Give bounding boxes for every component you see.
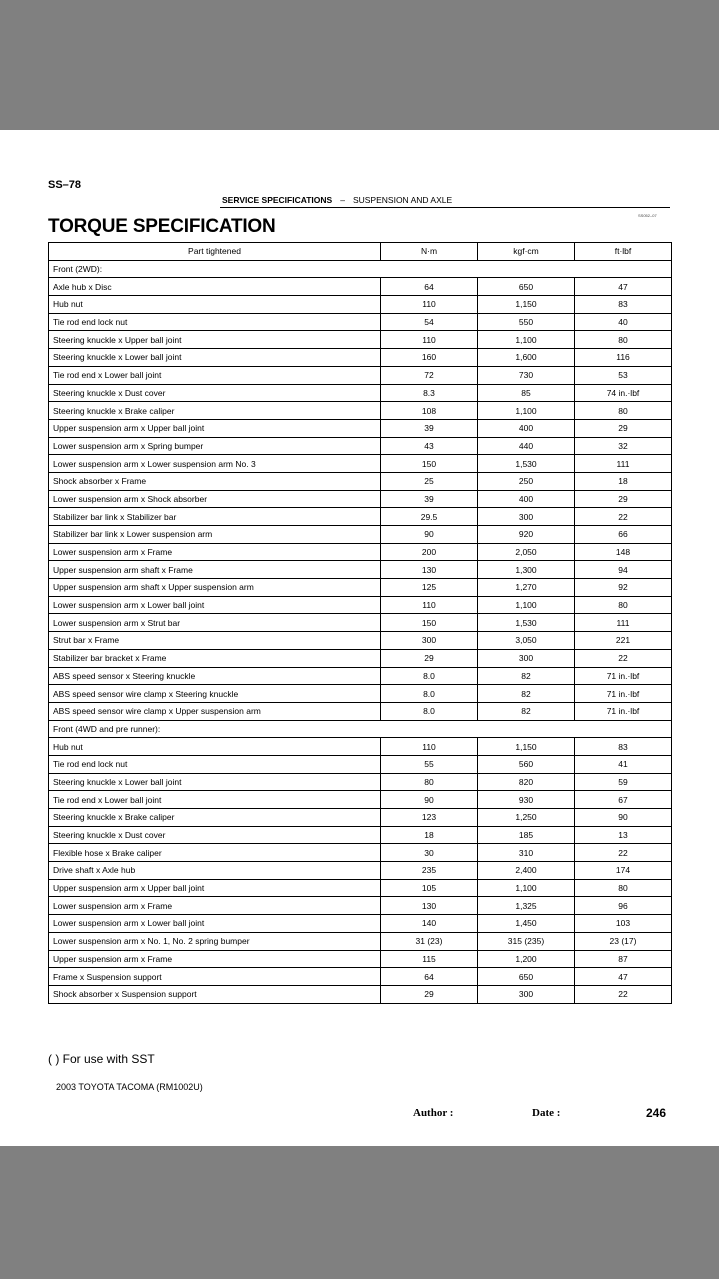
section-heading xyxy=(222,195,452,205)
nm-cell: 8.0 xyxy=(381,685,478,703)
kgfcm-cell: 1,100 xyxy=(478,596,575,614)
part-cell: Stabilizer bar bracket x Frame xyxy=(49,649,381,667)
kgfcm-cell: 1,100 xyxy=(478,879,575,897)
section-label: Front (4WD and pre runner): xyxy=(49,720,672,738)
part-cell: Stabilizer bar link x Stabilizer bar xyxy=(49,508,381,526)
part-cell: Lower suspension arm x Lower ball joint xyxy=(49,596,381,614)
kgfcm-cell: 1,100 xyxy=(478,331,575,349)
part-cell: Upper suspension arm x Upper ball joint xyxy=(49,879,381,897)
nm-cell: 29 xyxy=(381,649,478,667)
figure-code: SS052–07 xyxy=(638,213,657,218)
table-row xyxy=(49,950,672,968)
ftlbf-cell: 80 xyxy=(575,331,672,349)
ftlbf-cell: 148 xyxy=(575,543,672,561)
column-header-nm: N·m xyxy=(381,243,478,261)
part-cell: Steering knuckle x Brake caliper xyxy=(49,402,381,420)
part-cell: Tie rod end x Lower ball joint xyxy=(49,791,381,809)
table-row xyxy=(49,366,672,384)
section-dash: – xyxy=(340,195,345,205)
kgfcm-cell: 930 xyxy=(478,791,575,809)
kgfcm-cell: 650 xyxy=(478,968,575,986)
table-row xyxy=(49,543,672,561)
nm-cell: 30 xyxy=(381,844,478,862)
nm-cell: 110 xyxy=(381,331,478,349)
ftlbf-cell: 22 xyxy=(575,649,672,667)
ftlbf-cell: 83 xyxy=(575,296,672,314)
nm-cell: 18 xyxy=(381,826,478,844)
nm-cell: 54 xyxy=(381,313,478,331)
table-row xyxy=(49,596,672,614)
table-row xyxy=(49,968,672,986)
date-label: Date : xyxy=(532,1107,561,1119)
ftlbf-cell: 74 in.·lbf xyxy=(575,384,672,402)
part-cell: Tie rod end lock nut xyxy=(49,313,381,331)
column-header-ftlbf: ft·lbf xyxy=(575,243,672,261)
part-cell: Lower suspension arm x Lower suspension arm No. 3 xyxy=(49,455,381,473)
table-row xyxy=(49,932,672,950)
nm-cell: 140 xyxy=(381,915,478,933)
part-cell: Steering knuckle x Lower ball joint xyxy=(49,349,381,367)
nm-cell: 8.0 xyxy=(381,667,478,685)
model-label: 2003 TOYOTA TACOMA (RM1002U) xyxy=(56,1082,203,1092)
kgfcm-cell: 550 xyxy=(478,313,575,331)
kgfcm-cell: 1,150 xyxy=(478,738,575,756)
nm-cell: 115 xyxy=(381,950,478,968)
table-row xyxy=(49,313,672,331)
nm-cell: 130 xyxy=(381,561,478,579)
table-row xyxy=(49,685,672,703)
kgfcm-cell: 2,050 xyxy=(478,543,575,561)
table-row xyxy=(49,508,672,526)
table-row xyxy=(49,419,672,437)
nm-cell: 90 xyxy=(381,526,478,544)
table-row xyxy=(49,402,672,420)
table-row xyxy=(49,702,672,720)
kgfcm-cell: 730 xyxy=(478,366,575,384)
nm-cell: 160 xyxy=(381,349,478,367)
table-row xyxy=(49,879,672,897)
page-number: 246 xyxy=(646,1106,667,1120)
table-row xyxy=(49,649,672,667)
nm-cell: 39 xyxy=(381,490,478,508)
table-row xyxy=(49,579,672,597)
part-cell: Upper suspension arm shaft x Upper suspension arm xyxy=(49,579,381,597)
column-header-part: Part tightened xyxy=(49,243,381,261)
nm-cell: 200 xyxy=(381,543,478,561)
column-header-kgfcm: kgf·cm xyxy=(478,243,575,261)
table-row xyxy=(49,667,672,685)
ftlbf-cell: 174 xyxy=(575,862,672,880)
nm-cell: 123 xyxy=(381,809,478,827)
kgfcm-cell: 300 xyxy=(478,508,575,526)
ftlbf-cell: 111 xyxy=(575,614,672,632)
nm-cell: 110 xyxy=(381,738,478,756)
part-cell: Lower suspension arm x Strut bar xyxy=(49,614,381,632)
page-title: TORQUE SPECIFICATION xyxy=(48,216,276,237)
kgfcm-cell: 1,600 xyxy=(478,349,575,367)
ftlbf-cell: 40 xyxy=(575,313,672,331)
ftlbf-cell: 47 xyxy=(575,968,672,986)
table-row xyxy=(49,985,672,1003)
kgfcm-cell: 400 xyxy=(478,490,575,508)
kgfcm-cell: 1,200 xyxy=(478,950,575,968)
nm-cell: 39 xyxy=(381,419,478,437)
nm-cell: 55 xyxy=(381,755,478,773)
ftlbf-cell: 13 xyxy=(575,826,672,844)
ftlbf-cell: 71 in.·lbf xyxy=(575,702,672,720)
ftlbf-cell: 80 xyxy=(575,402,672,420)
ftlbf-cell: 41 xyxy=(575,755,672,773)
table-row xyxy=(49,773,672,791)
section-title: SERVICE SPECIFICATIONS xyxy=(222,195,333,205)
nm-cell: 110 xyxy=(381,596,478,614)
part-cell: Strut bar x Frame xyxy=(49,632,381,650)
section-subtitle: SUSPENSION AND AXLE xyxy=(352,195,453,205)
ftlbf-cell: 92 xyxy=(575,579,672,597)
table-header-row xyxy=(49,243,672,261)
kgfcm-cell: 310 xyxy=(478,844,575,862)
table-row xyxy=(49,844,672,862)
kgfcm-cell: 1,300 xyxy=(478,561,575,579)
part-cell: Lower suspension arm x Frame xyxy=(49,897,381,915)
part-cell: Tie rod end lock nut xyxy=(49,755,381,773)
torque-table xyxy=(48,242,672,1004)
part-cell: Drive shaft x Axle hub xyxy=(49,862,381,880)
page-code: SS–78 xyxy=(48,179,82,191)
table-row xyxy=(49,526,672,544)
nm-cell: 43 xyxy=(381,437,478,455)
part-cell: Steering knuckle x Lower ball joint xyxy=(49,773,381,791)
ftlbf-cell: 67 xyxy=(575,791,672,809)
nm-cell: 150 xyxy=(381,455,478,473)
part-cell: Lower suspension arm x Spring bumper xyxy=(49,437,381,455)
table-row xyxy=(49,809,672,827)
part-cell: Lower suspension arm x Shock absorber xyxy=(49,490,381,508)
table-row xyxy=(49,897,672,915)
table-row xyxy=(49,490,672,508)
part-cell: Hub nut xyxy=(49,738,381,756)
ftlbf-cell: 47 xyxy=(575,278,672,296)
table-row xyxy=(49,472,672,490)
table-row xyxy=(49,791,672,809)
nm-cell: 29.5 xyxy=(381,508,478,526)
ftlbf-cell: 22 xyxy=(575,508,672,526)
nm-cell: 300 xyxy=(381,632,478,650)
table-row xyxy=(49,331,672,349)
nm-cell: 80 xyxy=(381,773,478,791)
ftlbf-cell: 18 xyxy=(575,472,672,490)
table-row xyxy=(49,632,672,650)
part-cell: Shock absorber x Suspension support xyxy=(49,985,381,1003)
ftlbf-cell: 29 xyxy=(575,490,672,508)
ftlbf-cell: 53 xyxy=(575,366,672,384)
ftlbf-cell: 111 xyxy=(575,455,672,473)
part-cell: Tie rod end x Lower ball joint xyxy=(49,366,381,384)
kgfcm-cell: 400 xyxy=(478,419,575,437)
kgfcm-cell: 440 xyxy=(478,437,575,455)
table-row xyxy=(49,384,672,402)
section-row xyxy=(49,720,672,738)
table-row xyxy=(49,278,672,296)
part-cell: Lower suspension arm x Lower ball joint xyxy=(49,915,381,933)
kgfcm-cell: 820 xyxy=(478,773,575,791)
ftlbf-cell: 80 xyxy=(575,596,672,614)
table-row xyxy=(49,296,672,314)
kgfcm-cell: 560 xyxy=(478,755,575,773)
kgfcm-cell: 1,325 xyxy=(478,897,575,915)
part-cell: Stabilizer bar link x Lower suspension arm xyxy=(49,526,381,544)
ftlbf-cell: 94 xyxy=(575,561,672,579)
ftlbf-cell: 221 xyxy=(575,632,672,650)
nm-cell: 90 xyxy=(381,791,478,809)
part-cell: Frame x Suspension support xyxy=(49,968,381,986)
table-row xyxy=(49,437,672,455)
part-cell: Steering knuckle x Dust cover xyxy=(49,384,381,402)
kgfcm-cell: 1,150 xyxy=(478,296,575,314)
part-cell: Upper suspension arm x Frame xyxy=(49,950,381,968)
kgfcm-cell: 3,050 xyxy=(478,632,575,650)
part-cell: Upper suspension arm shaft x Frame xyxy=(49,561,381,579)
ftlbf-cell: 87 xyxy=(575,950,672,968)
table-row xyxy=(49,738,672,756)
part-cell: ABS speed sensor wire clamp x Upper suspension arm xyxy=(49,702,381,720)
part-cell: Flexible hose x Brake caliper xyxy=(49,844,381,862)
nm-cell: 125 xyxy=(381,579,478,597)
kgfcm-cell: 300 xyxy=(478,649,575,667)
kgfcm-cell: 1,270 xyxy=(478,579,575,597)
table-body xyxy=(49,260,672,1003)
nm-cell: 150 xyxy=(381,614,478,632)
kgfcm-cell: 1,100 xyxy=(478,402,575,420)
kgfcm-cell: 82 xyxy=(478,702,575,720)
document-page xyxy=(0,130,719,1146)
kgfcm-cell: 185 xyxy=(478,826,575,844)
ftlbf-cell: 83 xyxy=(575,738,672,756)
ftlbf-cell: 22 xyxy=(575,985,672,1003)
part-cell: Steering knuckle x Upper ball joint xyxy=(49,331,381,349)
table-row xyxy=(49,915,672,933)
nm-cell: 29 xyxy=(381,985,478,1003)
part-cell: ABS speed sensor x Steering knuckle xyxy=(49,667,381,685)
ftlbf-cell: 22 xyxy=(575,844,672,862)
part-cell: Shock absorber x Frame xyxy=(49,472,381,490)
part-cell: ABS speed sensor wire clamp x Steering knuckle xyxy=(49,685,381,703)
ftlbf-cell: 71 in.·lbf xyxy=(575,685,672,703)
nm-cell: 72 xyxy=(381,366,478,384)
nm-cell: 25 xyxy=(381,472,478,490)
table-row xyxy=(49,349,672,367)
ftlbf-cell: 80 xyxy=(575,879,672,897)
kgfcm-cell: 2,400 xyxy=(478,862,575,880)
nm-cell: 8.3 xyxy=(381,384,478,402)
kgfcm-cell: 85 xyxy=(478,384,575,402)
table-row xyxy=(49,826,672,844)
section-label: Front (2WD): xyxy=(49,260,672,278)
section-row xyxy=(49,260,672,278)
kgfcm-cell: 300 xyxy=(478,985,575,1003)
nm-cell: 110 xyxy=(381,296,478,314)
table-row xyxy=(49,614,672,632)
ftlbf-cell: 90 xyxy=(575,809,672,827)
kgfcm-cell: 82 xyxy=(478,685,575,703)
table-row xyxy=(49,755,672,773)
part-cell: Lower suspension arm x No. 1, No. 2 spring bumper xyxy=(49,932,381,950)
table-row xyxy=(49,455,672,473)
part-cell: Lower suspension arm x Frame xyxy=(49,543,381,561)
part-cell: Steering knuckle x Brake caliper xyxy=(49,809,381,827)
kgfcm-cell: 1,530 xyxy=(478,455,575,473)
nm-cell: 8.0 xyxy=(381,702,478,720)
kgfcm-cell: 650 xyxy=(478,278,575,296)
kgfcm-cell: 82 xyxy=(478,667,575,685)
ftlbf-cell: 116 xyxy=(575,349,672,367)
ftlbf-cell: 29 xyxy=(575,419,672,437)
part-cell: Steering knuckle x Dust cover xyxy=(49,826,381,844)
nm-cell: 108 xyxy=(381,402,478,420)
nm-cell: 235 xyxy=(381,862,478,880)
sst-note: ( ) For use with SST xyxy=(48,1052,155,1066)
kgfcm-cell: 1,530 xyxy=(478,614,575,632)
kgfcm-cell: 920 xyxy=(478,526,575,544)
part-cell: Hub nut xyxy=(49,296,381,314)
table-row xyxy=(49,561,672,579)
part-cell: Upper suspension arm x Upper ball joint xyxy=(49,419,381,437)
ftlbf-cell: 96 xyxy=(575,897,672,915)
ftlbf-cell: 103 xyxy=(575,915,672,933)
nm-cell: 130 xyxy=(381,897,478,915)
author-label: Author : xyxy=(413,1107,454,1119)
nm-cell: 31 (23) xyxy=(381,932,478,950)
ftlbf-cell: 71 in.·lbf xyxy=(575,667,672,685)
ftlbf-cell: 59 xyxy=(575,773,672,791)
kgfcm-cell: 250 xyxy=(478,472,575,490)
header-rule xyxy=(220,207,670,208)
table-row xyxy=(49,862,672,880)
nm-cell: 105 xyxy=(381,879,478,897)
kgfcm-cell: 315 (235) xyxy=(478,932,575,950)
ftlbf-cell: 32 xyxy=(575,437,672,455)
kgfcm-cell: 1,450 xyxy=(478,915,575,933)
part-cell: Axle hub x Disc xyxy=(49,278,381,296)
kgfcm-cell: 1,250 xyxy=(478,809,575,827)
nm-cell: 64 xyxy=(381,278,478,296)
ftlbf-cell: 23 (17) xyxy=(575,932,672,950)
nm-cell: 64 xyxy=(381,968,478,986)
ftlbf-cell: 66 xyxy=(575,526,672,544)
